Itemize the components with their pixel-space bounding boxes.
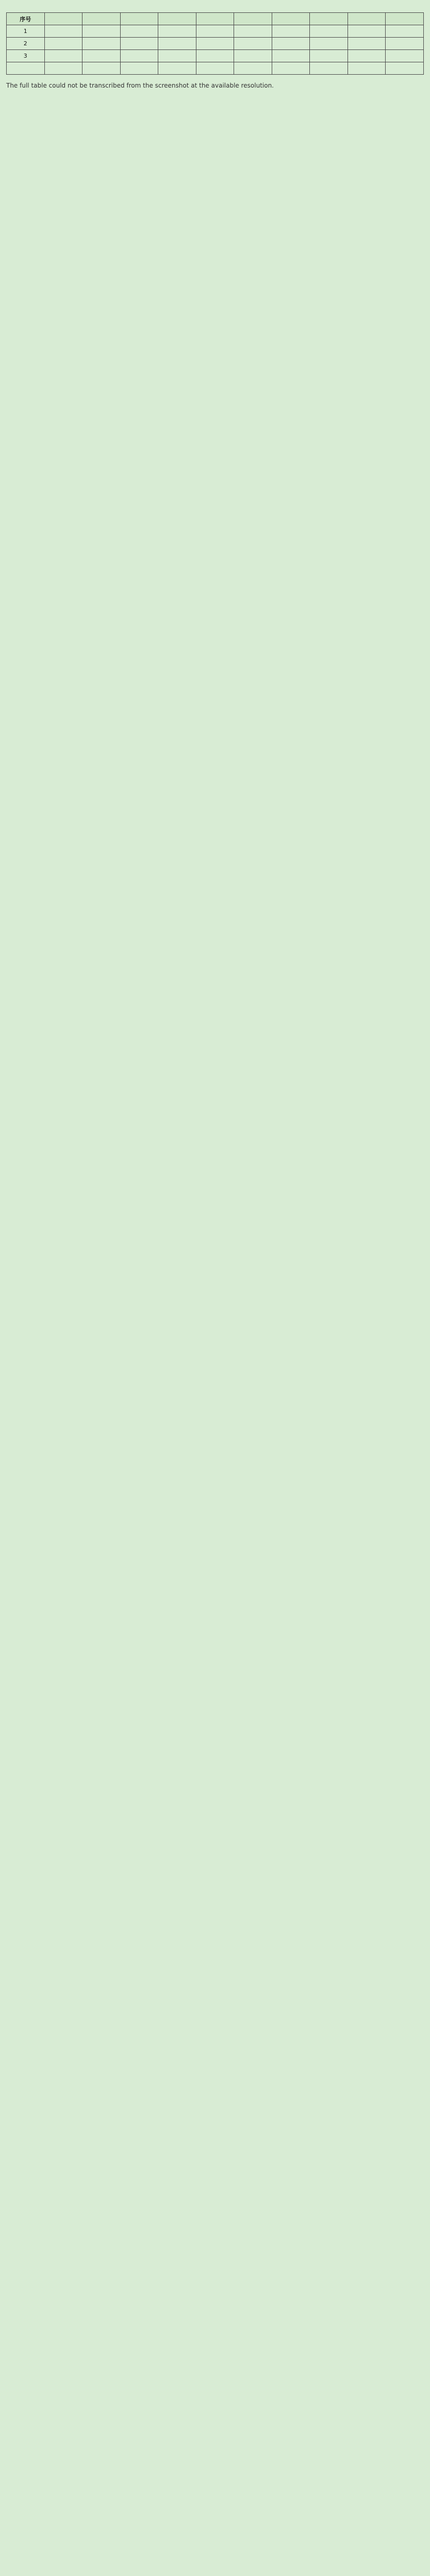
table-cell [44,62,82,75]
table-cell [158,50,196,62]
table-cell [44,25,82,38]
table-cell [7,62,45,75]
table-cell [310,50,348,62]
table-cell [310,62,348,75]
table-cell [386,50,424,62]
column-header [196,13,234,25]
table-cell [310,25,348,38]
column-header: 序号 [7,13,45,25]
table-cell [348,50,386,62]
table-cell [82,25,121,38]
table-cell [82,50,121,62]
table-cell [234,62,272,75]
table-cell [196,62,234,75]
table-cell [120,25,158,38]
table-cell [348,25,386,38]
table-cell: 2 [7,38,45,50]
table-cell [348,38,386,50]
table-cell [234,38,272,50]
header-row [7,13,424,25]
column-header [82,13,121,25]
column-header [272,13,310,25]
table-cell [158,25,196,38]
column-header [44,13,82,25]
table-cell [234,25,272,38]
column-header [234,13,272,25]
table-row [7,25,424,38]
table-cell [386,62,424,75]
column-header [158,13,196,25]
table-cell [348,62,386,75]
table-cell [386,25,424,38]
data-table [6,12,424,75]
column-header [120,13,158,25]
table-cell [272,62,310,75]
table-cell [44,38,82,50]
table-cell [82,62,121,75]
table-cell [196,50,234,62]
table-cell: 1 [7,25,45,38]
table-cell [120,50,158,62]
table-cell [44,50,82,62]
transcription-notice: The full table could not be transcribed from the screenshot at the available resolution. [6,82,274,89]
table-cell [310,38,348,50]
table-cell [234,50,272,62]
table-cell [272,50,310,62]
table-cell [82,38,121,50]
table-cell: 3 [7,50,45,62]
table-cell [158,38,196,50]
table-row [7,50,424,62]
table-cell [120,38,158,50]
table-cell [196,25,234,38]
total-row [7,62,424,75]
table-cell [386,38,424,50]
table-cell [272,38,310,50]
column-header [348,13,386,25]
table-row [7,38,424,50]
table-cell [272,25,310,38]
column-header [386,13,424,25]
table-cell [158,62,196,75]
table-cell [196,38,234,50]
column-header [310,13,348,25]
table-cell [120,62,158,75]
